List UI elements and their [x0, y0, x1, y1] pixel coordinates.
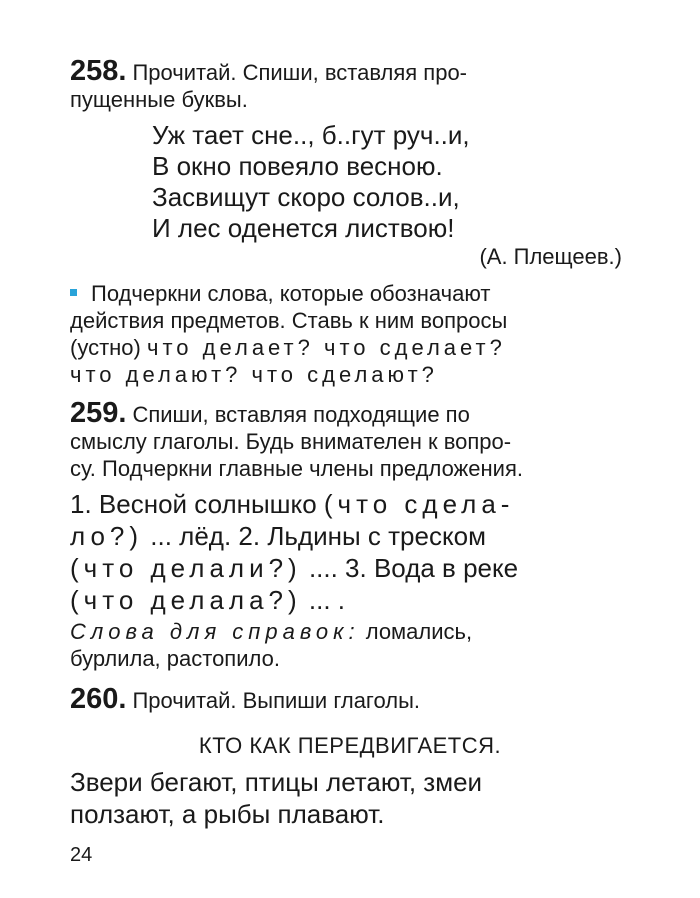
exercise-258-task: Подчеркни слова, которые обозначают действия предметов. Ставь к ним вопросы (устно) что делает? что сделает? что делают? что сделают?: [70, 281, 508, 387]
poem-line: Уж тает сне.., б..гут руч..и,: [152, 120, 470, 150]
exercise-259-text: 1. Весной солнышко (что сдела- ло?) ... лёд. 2. Льдины с треском (что делали?) .... 3. Вода в реке (что делала?) ... .: [70, 489, 519, 615]
poem-line: В окно повеяло весною.: [152, 151, 443, 181]
exercise-260-text: Звери бегают, птицы летают, змеи ползают, а рыбы плавают.: [70, 767, 483, 829]
exercise-259-number: 259.: [70, 397, 127, 429]
exercise-260-number: 260.: [70, 683, 127, 715]
poem-line: Засвищут скоро солов..и,: [152, 182, 460, 212]
exercise-259-reference-words: Слова для справок: ломались, бурлила, растопило.: [70, 619, 473, 671]
reference-label: Слова для справок:: [70, 619, 360, 644]
poem: [152, 120, 470, 244]
bullet-marker-icon: [70, 289, 77, 296]
exercise-259-instruction: 259. Спиши, вставляя подходящие по смыслу глаголы. Будь внимателен к вопро- су. Подчеркни главные члены предложения.: [70, 397, 523, 481]
poem-author: (А. Плещеев.): [479, 244, 622, 269]
text-title: КТО КАК ПЕРЕДВИГАЕТСЯ.: [198, 733, 502, 758]
exercise-258-number: 258.: [70, 55, 127, 87]
poem-line: И лес оденется листвою!: [152, 213, 455, 243]
exercise-260-instruction: 260. Прочитай. Выпиши глаголы.: [70, 683, 420, 715]
exercise-258-instruction: 258. Прочитай. Спиши, вставляя про- пущенные буквы.: [70, 55, 468, 112]
page-number: 24: [70, 844, 93, 866]
